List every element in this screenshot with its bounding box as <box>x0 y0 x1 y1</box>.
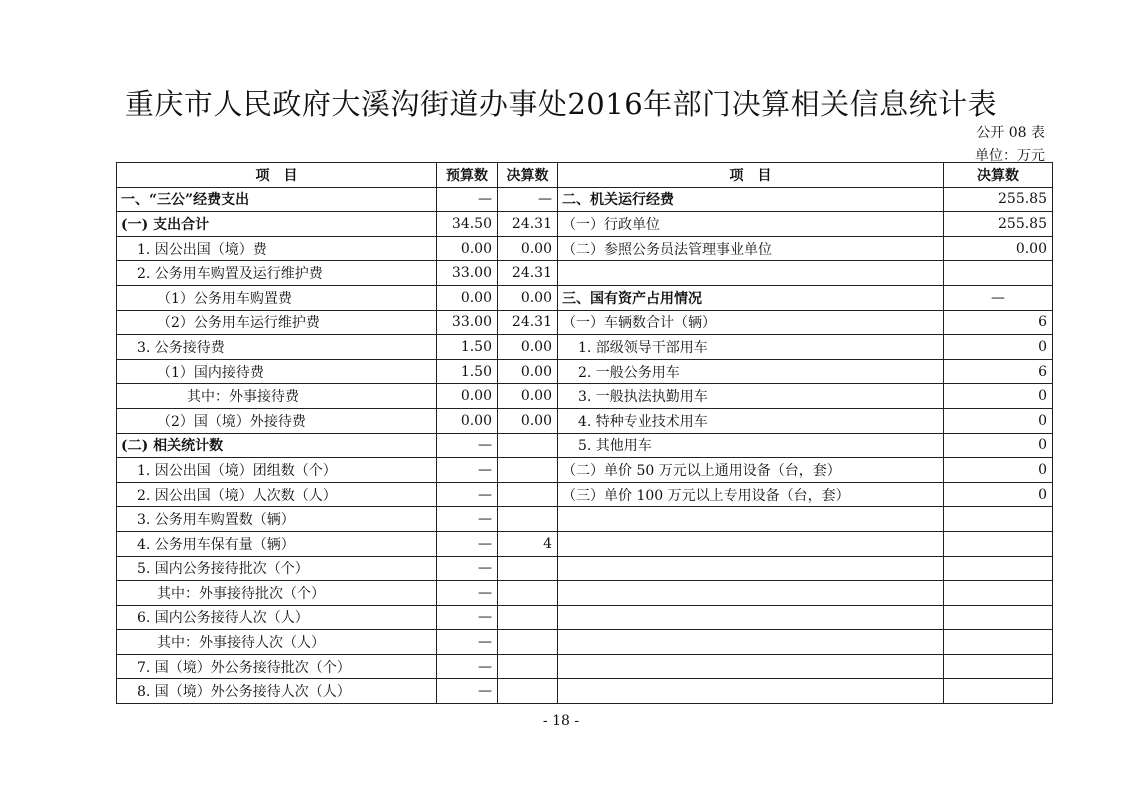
right-item-label: 2. 一般公务用车 <box>558 359 944 384</box>
form-code: 公开 08 表 <box>976 125 1045 141</box>
right-actual-value: 255.85 <box>944 212 1053 237</box>
left-actual-value: 24.31 <box>498 261 558 286</box>
right-actual-value <box>944 581 1053 606</box>
table-row <box>117 261 1053 286</box>
table-row <box>117 630 1053 655</box>
left-actual-value <box>498 556 558 581</box>
right-item-label: 3. 一般执法执勤用车 <box>558 384 944 409</box>
right-item-label <box>558 679 944 704</box>
table-row <box>117 605 1053 630</box>
left-item-label: 3. 公务用车购置数（辆） <box>117 507 437 532</box>
left-budget-value: — <box>437 605 498 630</box>
right-item-label: （一）行政单位 <box>558 212 944 237</box>
left-actual-value: 0.00 <box>498 335 558 360</box>
left-budget-value: 33.00 <box>437 310 498 335</box>
right-item-label <box>558 605 944 630</box>
left-actual-value <box>498 507 558 532</box>
right-actual-value: 0 <box>944 408 1053 433</box>
left-actual-value: 0.00 <box>498 285 558 310</box>
left-budget-value: 0.00 <box>437 236 498 261</box>
header-budget: 预算数 <box>437 163 498 188</box>
right-actual-value <box>944 507 1053 532</box>
left-budget-value: 0.00 <box>437 285 498 310</box>
statistics-table <box>116 162 1053 704</box>
left-budget-value: 33.00 <box>437 261 498 286</box>
right-item-label: 5. 其他用车 <box>558 433 944 458</box>
left-item-label: 5. 国内公务接待批次（个） <box>117 556 437 581</box>
right-item-label: （一）车辆数合计（辆） <box>558 310 944 335</box>
left-budget-value: — <box>437 507 498 532</box>
left-item-label: （1）国内接待费 <box>117 359 437 384</box>
right-actual-value: 6 <box>944 359 1053 384</box>
left-budget-value: 34.50 <box>437 212 498 237</box>
right-item-label <box>558 261 944 286</box>
left-item-label: 2. 公务用车购置及运行维护费 <box>117 261 437 286</box>
right-actual-value: 0 <box>944 384 1053 409</box>
right-actual-value: 0 <box>944 458 1053 483</box>
left-item-label: 1. 因公出国（境）团组数（个） <box>117 458 437 483</box>
right-item-label <box>558 630 944 655</box>
left-item-label: 2. 因公出国（境）人次数（人） <box>117 482 437 507</box>
left-item-label: （2）公务用车运行维护费 <box>117 310 437 335</box>
table-row <box>117 384 1053 409</box>
left-budget-value: — <box>437 679 498 704</box>
header-item-right: 项 目 <box>558 163 944 188</box>
table-row <box>117 581 1053 606</box>
table-row <box>117 507 1053 532</box>
right-item-label: 二、机关运行经费 <box>558 187 944 212</box>
left-budget-value: 0.00 <box>437 384 498 409</box>
right-item-label <box>558 654 944 679</box>
left-item-label: 1. 因公出国（境）费 <box>117 236 437 261</box>
left-actual-value: 24.31 <box>498 310 558 335</box>
left-budget-value: — <box>437 556 498 581</box>
right-actual-value <box>944 605 1053 630</box>
header-actual: 决算数 <box>498 163 558 188</box>
left-budget-value: 1.50 <box>437 359 498 384</box>
table-row <box>117 187 1053 212</box>
left-actual-value: — <box>498 187 558 212</box>
right-actual-value: 0.00 <box>944 236 1053 261</box>
left-actual-value <box>498 458 558 483</box>
table-row <box>117 433 1053 458</box>
table-row <box>117 458 1053 483</box>
right-item-label <box>558 507 944 532</box>
page-number: - 18 - <box>542 713 580 729</box>
left-item-label: 3. 公务接待费 <box>117 335 437 360</box>
right-item-label: （三）单价 100 万元以上专用设备（台，套） <box>558 482 944 507</box>
left-item-label: 其中：外事接待费 <box>117 384 437 409</box>
left-item-label: (一) 支出合计 <box>117 212 437 237</box>
table-row <box>117 285 1053 310</box>
left-budget-value: 1.50 <box>437 335 498 360</box>
left-actual-value <box>498 605 558 630</box>
left-actual-value: 24.31 <box>498 212 558 237</box>
left-budget-value: — <box>437 531 498 556</box>
left-budget-value: — <box>437 187 498 212</box>
left-item-label: （2）国（境）外接待费 <box>117 408 437 433</box>
left-actual-value <box>498 654 558 679</box>
right-actual-value <box>944 654 1053 679</box>
left-item-label: 一、“三公”经费支出 <box>117 187 437 212</box>
right-actual-value: 255.85 <box>944 187 1053 212</box>
right-item-label: 4. 特种专业技术用车 <box>558 408 944 433</box>
table-header-row <box>117 163 1053 188</box>
right-item-label <box>558 531 944 556</box>
left-actual-value <box>498 630 558 655</box>
left-item-label: （1）公务用车购置费 <box>117 285 437 310</box>
left-item-label: 7. 国（境）外公务接待批次（个） <box>117 654 437 679</box>
right-item-label: 三、国有资产占用情况 <box>558 285 944 310</box>
left-budget-value: — <box>437 482 498 507</box>
left-budget-value: 0.00 <box>437 408 498 433</box>
left-item-label: 4. 公务用车保有量（辆） <box>117 531 437 556</box>
table-row <box>117 236 1053 261</box>
page-title: 重庆市人民政府大溪沟街道办事处2016年部门决算相关信息统计表 <box>124 87 998 121</box>
left-item-label: 6. 国内公务接待人次（人） <box>117 605 437 630</box>
left-actual-value: 4 <box>498 531 558 556</box>
header-item-left: 项 目 <box>117 163 437 188</box>
left-actual-value: 0.00 <box>498 359 558 384</box>
right-actual-value: 0 <box>944 482 1053 507</box>
unit-label: 单位：万元 <box>975 148 1045 164</box>
table-row <box>117 679 1053 704</box>
left-budget-value: — <box>437 654 498 679</box>
right-actual-value: 0 <box>944 433 1053 458</box>
right-actual-value <box>944 261 1053 286</box>
table-row <box>117 531 1053 556</box>
right-item-label <box>558 581 944 606</box>
right-actual-value: 0 <box>944 335 1053 360</box>
table-row <box>117 654 1053 679</box>
left-actual-value: 0.00 <box>498 408 558 433</box>
right-actual-value: 6 <box>944 310 1053 335</box>
table-body <box>117 187 1053 703</box>
table-row <box>117 359 1053 384</box>
table-row <box>117 482 1053 507</box>
right-actual-value <box>944 531 1053 556</box>
left-budget-value: — <box>437 458 498 483</box>
left-actual-value <box>498 482 558 507</box>
left-actual-value <box>498 679 558 704</box>
left-item-label: 其中：外事接待批次（个） <box>117 581 437 606</box>
table-row <box>117 212 1053 237</box>
left-item-label: 其中：外事接待人次（人） <box>117 630 437 655</box>
table-row <box>117 335 1053 360</box>
right-item-label: （二）参照公务员法管理事业单位 <box>558 236 944 261</box>
right-actual-value: — <box>944 285 1053 310</box>
left-actual-value <box>498 433 558 458</box>
left-actual-value <box>498 581 558 606</box>
right-item-label <box>558 556 944 581</box>
header-actual-right: 决算数 <box>944 163 1053 188</box>
left-budget-value: — <box>437 433 498 458</box>
table-row <box>117 556 1053 581</box>
left-item-label: (二) 相关统计数 <box>117 433 437 458</box>
left-actual-value: 0.00 <box>498 236 558 261</box>
right-item-label: 1. 部级领导干部用车 <box>558 335 944 360</box>
left-budget-value: — <box>437 581 498 606</box>
left-budget-value: — <box>437 630 498 655</box>
table-row <box>117 310 1053 335</box>
left-item-label: 8. 国（境）外公务接待人次（人） <box>117 679 437 704</box>
right-item-label: （二）单价 50 万元以上通用设备（台，套） <box>558 458 944 483</box>
left-actual-value: 0.00 <box>498 384 558 409</box>
right-actual-value <box>944 630 1053 655</box>
right-actual-value <box>944 556 1053 581</box>
table-row <box>117 408 1053 433</box>
right-actual-value <box>944 679 1053 704</box>
